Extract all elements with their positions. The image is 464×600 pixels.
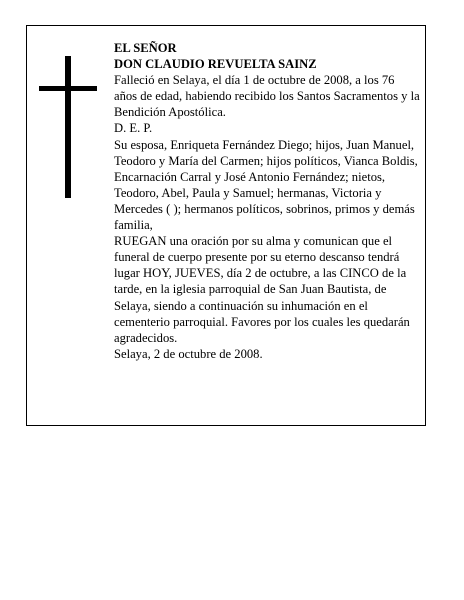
cross-vertical-bar: [65, 56, 71, 198]
family-list: Su esposa, Enriqueta Fernández Diego; hijos, Juan Manuel, Teodoro y María del Carmen; hijos políticos, Vianca Boldis, Encarnación Carral y José Antonio Fernández; nietos, Teodoro, Abel, Paula y Samuel; hermanas, Victoria y Mercedes ( ); hermanos políticos, sobrinos, primos y demás familia,: [114, 137, 418, 233]
place-date: Selaya, 2 de octubre de 2008.: [114, 346, 263, 361]
heading-line-1: EL SEÑOR: [114, 41, 177, 55]
dep-line: D. E. P.: [114, 121, 153, 136]
death-announcement: Falleció en Selaya, el día 1 de octubre de 2008, a los 76 años de edad, habiendo recibido los Santos Sacramentos y la Bendición Apostólica.: [114, 73, 420, 120]
cross-horizontal-bar: [39, 86, 97, 91]
deceased-name: DON CLAUDIO REVUELTA SAINZ: [114, 57, 317, 72]
funeral-request: RUEGAN una oración por su alma y comunican que el funeral de cuerpo presente por su eterno descanso tendrá lugar HOY, JUEVES, día 2 de octubre, a las CINCO de la tarde, en la iglesia parroquial de San Juan Bautista, de Selaya, siendo a continuación su inhumación en el cementerio parroquial. Favores por los cuales les quedarán agradecidos.: [114, 234, 410, 345]
cross-icon: [39, 56, 97, 198]
notice-text: [114, 40, 420, 362]
obituary-notice: [26, 25, 426, 426]
